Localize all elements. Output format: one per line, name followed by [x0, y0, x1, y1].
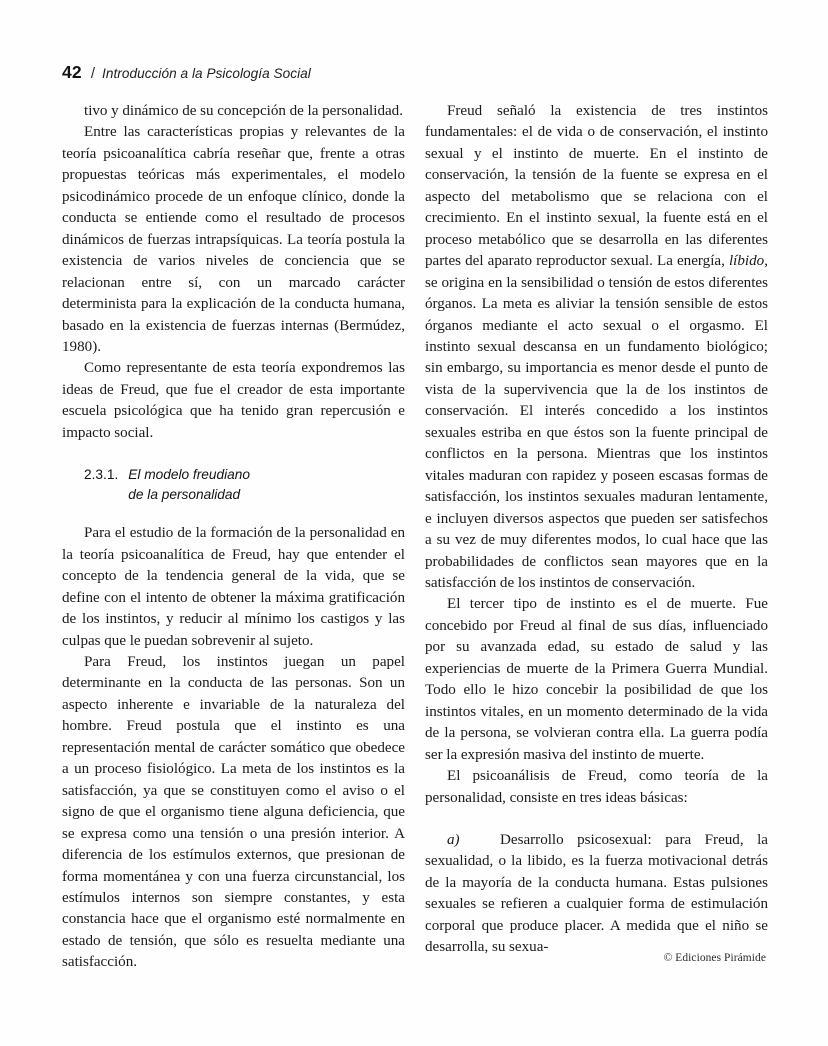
running-head [62, 62, 768, 86]
paragraph: Para el estudio de la formación de la personalidad en la teoría psicoanalítica de Freud, hay que entender el concepto de la tendencia general de la vida, que se define con el intento de obtener la máxima gratificación de los instintos, y reducir al mínimo los castigos y las culpas que le puedan sobrevenir al sujeto. [62, 525, 405, 649]
paragraph: El tercer tipo de instinto es el de muerte. Fue concebido por Freud al final de sus días, influenciado por su avanzada edad, su estado de salud y las experiencias de muerte de la Primera Guerra Mundial. Todo ello le hizo concebir la posibilidad de que los instintos vitales, en un momento determinado de la vida de la persona, se volvieran contra ella. La guerra podía ser la expresión masiva del instinto de muerte. [425, 596, 768, 763]
paragraph: Entre las características propias y relevantes de la teoría psicoanalítica cabría reseñar que, frente a otras propuestas teóricas más experimentales, el modelo psicodinámico procede de un enfoque clínico, donde la conducta se entiende como el resultado de procesos dinámicos de fuerzas intrapsíquicas. La teoría postula la existencia de varios niveles de conciencia que se relacionan entre sí, con un marcado carácter determinista para la explicación de la conducta humana, basado en la existencia de fuerzas internas (Bermúdez, 1980). [62, 124, 405, 355]
left-column [62, 101, 405, 971]
list-item [425, 830, 768, 959]
paragraph: Como representante de esta teoría expondremos las ideas de Freud, que fue el creador de esta importante escuela psicológica que ha tenido gran repercusión e impacto social. [62, 360, 405, 441]
paragraph-text-after-italic: , se origina en la sensibilidad o tensión de estos diferentes órganos. La meta es aliviar la tensión sensible de estos órganos mediante el acto sexual o el orgasmo. El instinto sexual descansa en un fundamento biológico; sin embargo, su importancia es menor desde el punto de vista de la supervivencia que la de los instintos de conservación. El interés concedido a los instintos sexuales estriba en que éstos son la fuente principal de conflictos en la persona. Mientras que los instintos vitales maduran con rapidez y poseen escasas formas de satisfacción, los instintos sexuales maduran lentamente, e incluyen diversos aspectos que pueden ser satisfechos a su vez de muy diferentes modos, lo cual hace que las probabilidades de conflictos sean mayores que en la satisfacción de los instintos de conservación. [425, 253, 768, 591]
right-column [425, 101, 768, 956]
header-separator: / [90, 65, 96, 82]
book-title: Introducción a la Psicología Social [102, 66, 311, 81]
list-item-marker: a) [447, 831, 460, 848]
footer-copyright: © Ediciones Pirámide [663, 952, 766, 964]
paragraph: tivo y dinámico de su concepción de la personalidad. [84, 103, 404, 119]
paragraph-text-before-italic: Freud señaló la existencia de tres instintos fundamentales: el de vida o de conservación, el instinto sexual y el instinto de muerte. En el instinto de conservación, la tensión de la fuente se expresa en el aspecto del metabolismo que se relaciona con el crecimiento. En el instinto sexual, la fuente está en el proceso metabólico que se desarrolla en las diferentes partes del aparato reproductor sexual. La energía, [425, 103, 768, 270]
section-title-line-1: El modelo freudiano [128, 467, 250, 483]
section-title-line-2: de la personalidad [128, 486, 241, 502]
section-heading [62, 465, 405, 504]
paragraph: Para Freud, los instintos juegan un papel determinante en la conducta de las personas. Son un aspecto inherente e invariable de la naturaleza del hombre. Freud postula que el instinto es una representación mental de carácter somático que obedece a un proceso fisiológico. La meta de los instintos es la satisfacción, ya que se constituyen como el aviso o el signo de que el organismo tiene alguna deficiencia, que se expresa como una tensión o una presión interior. A diferencia de los estímulos externos, que presionan de forma momentánea y con una fuerza circunstancial, los estímulos internos son siempre constantes, y esta constancia hace que el organismo esté normalmente en estado de tensión, que sólo es resuelta mediante una satisfacción. [62, 653, 405, 971]
paragraph: El psicoanálisis de Freud, como teoría de la personalidad, consiste en tres ideas básicas: [425, 768, 768, 806]
section-title [128, 465, 250, 504]
italic-term-libido: líbido [728, 253, 765, 270]
page-number: 42 [62, 62, 82, 82]
list-item-text: Desarrollo psicosexual: para Freud, la sexualidad, o la libido, es la fuerza motivacional detrás de la mayoría de la conducta humana. Estas pulsiones sexuales se refieren a cualquier forma de estimulación corporal que produce placer. A medida que el niño se desarrolla, su sexua- [425, 831, 768, 956]
section-number: 2.3.1. [84, 467, 119, 483]
paragraph [425, 101, 768, 594]
